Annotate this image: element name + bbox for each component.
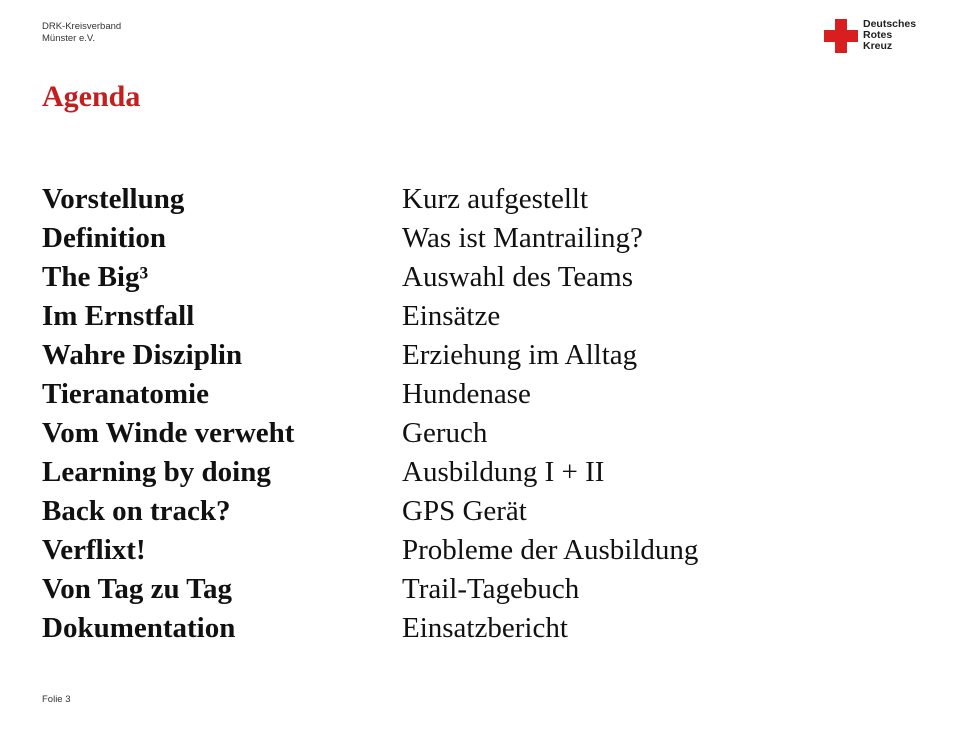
red-cross-icon bbox=[824, 19, 858, 53]
agenda-row bbox=[42, 492, 842, 531]
agenda-row bbox=[42, 375, 842, 414]
drk-logo bbox=[824, 19, 916, 53]
logo-text bbox=[863, 19, 916, 52]
organization-name bbox=[42, 21, 121, 45]
agenda-description: Einsatzbericht bbox=[402, 612, 568, 644]
agenda-description: Geruch bbox=[402, 417, 488, 449]
agenda-description: Was ist Mantrailing? bbox=[402, 222, 643, 254]
agenda-topic: Verflixt! bbox=[42, 534, 146, 566]
agenda-topic: The Big³ bbox=[42, 261, 149, 293]
agenda-row bbox=[42, 609, 842, 648]
agenda-topic: Wahre Disziplin bbox=[42, 339, 243, 371]
agenda-description: Auswahl des Teams bbox=[402, 261, 634, 293]
agenda-topic: Vorstellung bbox=[42, 183, 185, 215]
page-title: Agenda bbox=[42, 80, 141, 113]
organization-line-2: Münster e.V. bbox=[42, 33, 95, 44]
agenda-row bbox=[42, 258, 842, 297]
agenda-topic: Von Tag zu Tag bbox=[42, 573, 232, 605]
logo-text-line-2: Rotes bbox=[863, 29, 893, 41]
agenda-topic: Dokumentation bbox=[42, 612, 236, 644]
agenda-row bbox=[42, 297, 842, 336]
agenda-description: Erziehung im Alltag bbox=[402, 339, 638, 371]
agenda-description: Hundenase bbox=[402, 378, 531, 410]
agenda-row bbox=[42, 336, 842, 375]
logo-text-line-1: Deutsches bbox=[863, 18, 917, 30]
agenda-row bbox=[42, 570, 842, 609]
agenda-topic: Vom Winde verweht bbox=[42, 417, 295, 449]
slide-number: Folie 3 bbox=[42, 694, 71, 705]
agenda-row bbox=[42, 453, 842, 492]
agenda-topic: Tieranatomie bbox=[42, 378, 209, 410]
agenda-description: Einsätze bbox=[402, 300, 501, 332]
agenda-description: Ausbildung I + II bbox=[402, 456, 605, 488]
agenda-description: GPS Gerät bbox=[402, 495, 527, 527]
agenda-description: Trail-Tagebuch bbox=[402, 573, 580, 605]
agenda-topic: Learning by doing bbox=[42, 456, 271, 488]
agenda-row bbox=[42, 531, 842, 570]
agenda-row bbox=[42, 219, 842, 258]
agenda-topic: Definition bbox=[42, 222, 167, 254]
agenda-row bbox=[42, 180, 842, 219]
agenda-row bbox=[42, 414, 842, 453]
agenda-topic: Back on track? bbox=[42, 495, 231, 527]
agenda-description: Probleme der Ausbildung bbox=[402, 534, 699, 566]
agenda-description: Kurz aufgestellt bbox=[402, 183, 589, 215]
logo-text-line-3: Kreuz bbox=[863, 40, 893, 52]
agenda-list bbox=[42, 180, 842, 648]
organization-line-1: DRK-Kreisverband bbox=[42, 21, 122, 32]
agenda-topic: Im Ernstfall bbox=[42, 300, 195, 332]
